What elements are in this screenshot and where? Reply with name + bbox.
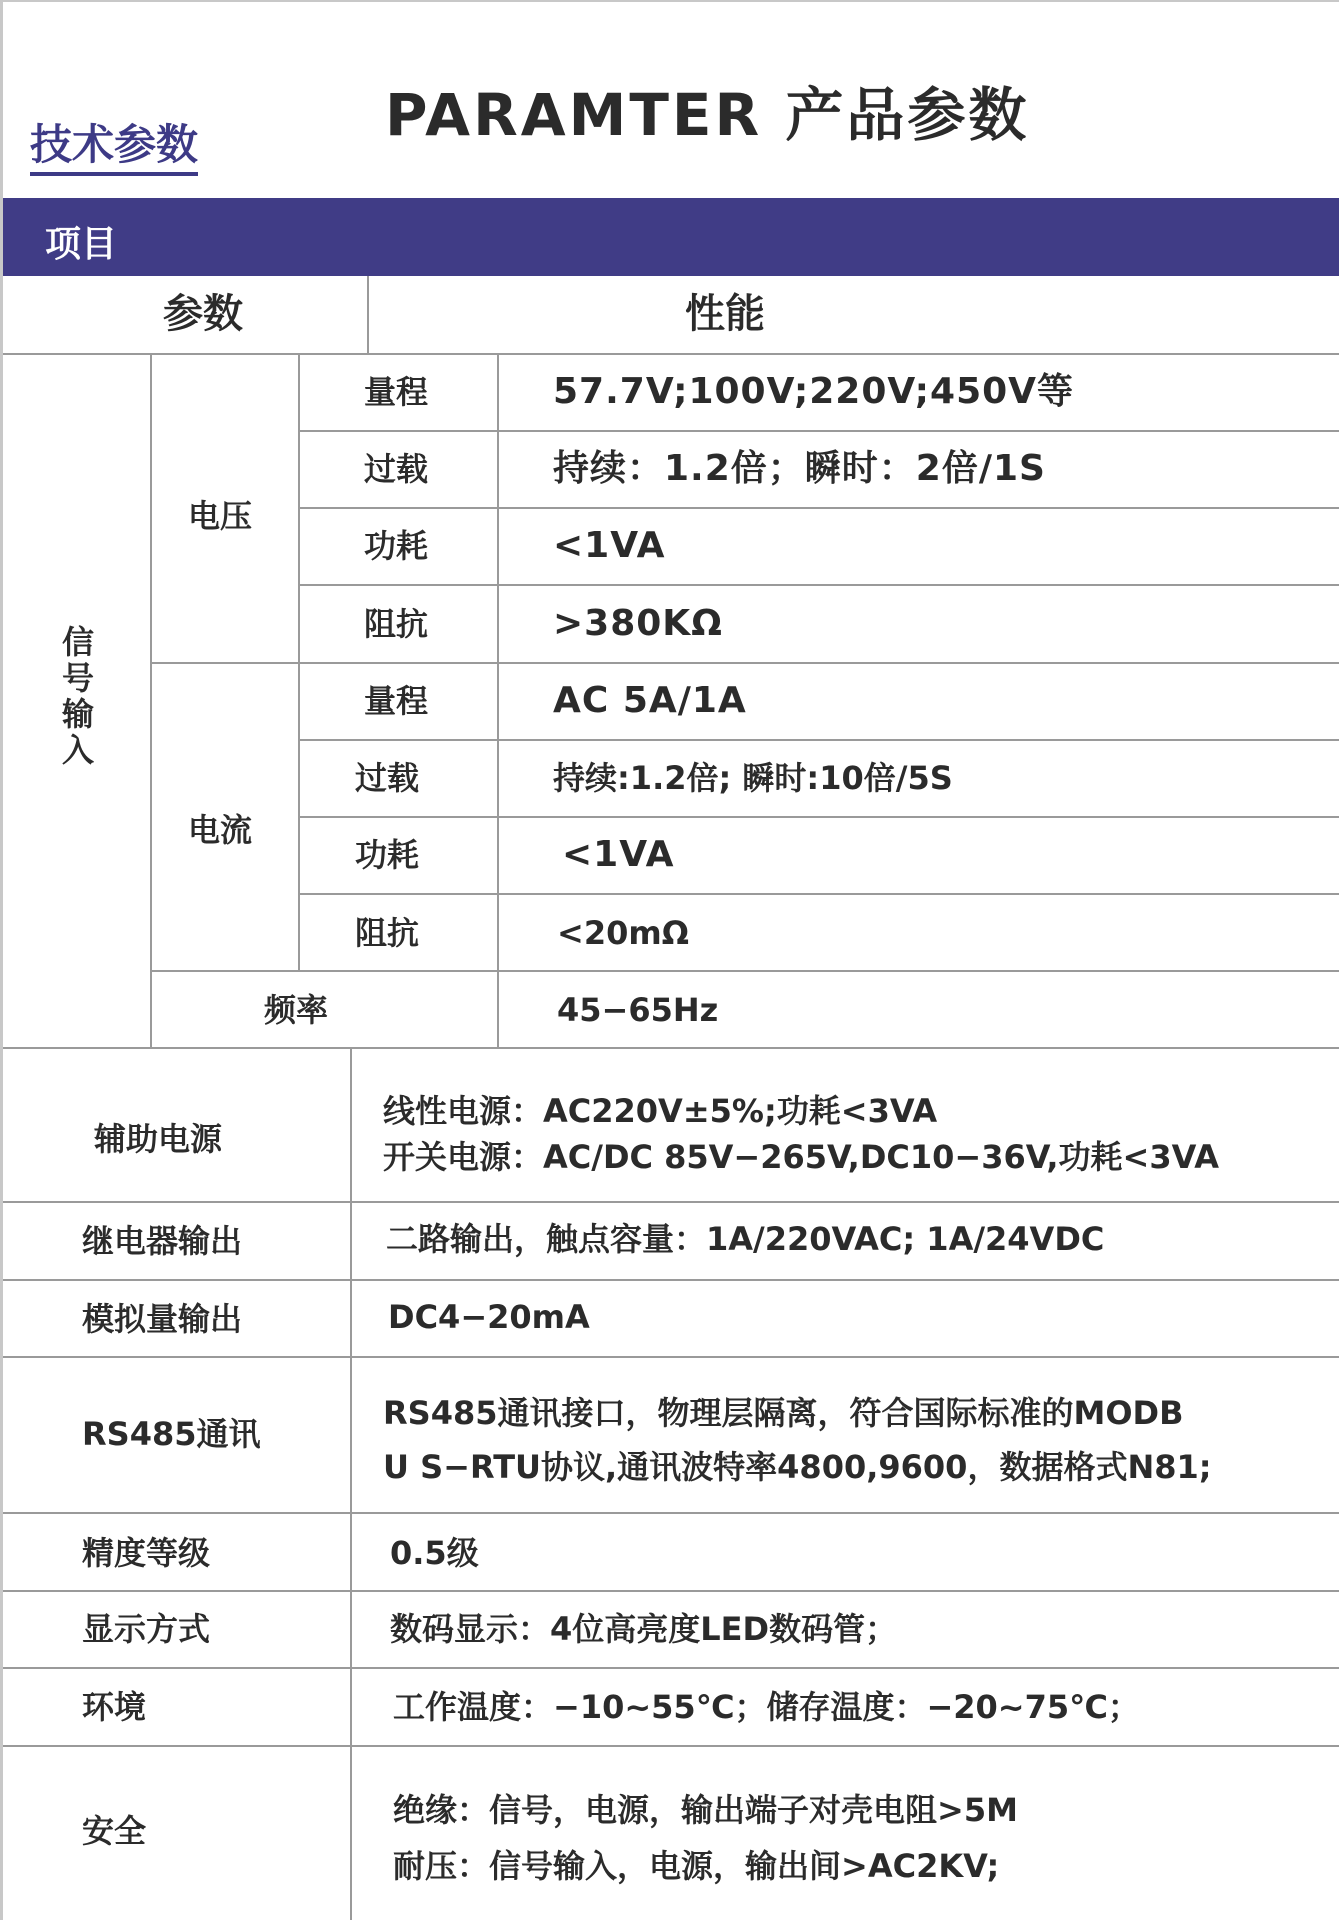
table-header-bar xyxy=(3,198,1339,276)
frequency-value: 45−65Hz xyxy=(557,991,719,1029)
voltage-overload-value: 持续：1.2倍；瞬时：2倍/1S xyxy=(553,448,1046,489)
column-header-perf: 性能 xyxy=(685,291,765,337)
grid-line xyxy=(150,353,152,1047)
voltage-label: 电压 xyxy=(188,497,253,535)
environment-label: 环境 xyxy=(82,1688,147,1726)
grid-line xyxy=(298,816,1339,818)
grid-line xyxy=(3,1667,1339,1669)
grid-line xyxy=(3,1512,1339,1514)
voltage-overload-label: 过载 xyxy=(364,450,429,488)
display-value: 数码显示：4位高亮度LED数码管； xyxy=(390,1610,898,1648)
grid-line xyxy=(150,662,1339,664)
current-impedance-value: <20mΩ xyxy=(557,914,689,952)
rs485-label: RS485通讯 xyxy=(82,1415,261,1453)
current-range-label: 量程 xyxy=(364,682,429,720)
analog-output-value: DC4−20mA xyxy=(388,1298,590,1336)
voltage-impedance-value: >380KΩ xyxy=(553,603,723,644)
header-bar-label: 项目 xyxy=(45,224,118,265)
section-label: 技术参数 xyxy=(30,122,198,176)
frequency-label: 频率 xyxy=(264,991,329,1029)
grid-line xyxy=(3,1047,1339,1049)
safety-value: 绝缘：信号，电源，输出端子对壳电阻>5M 耐压：信号输入，电源，输出间>AC2KV; xyxy=(393,1791,1018,1885)
current-impedance-label: 阻抗 xyxy=(355,914,420,952)
aux-power-label: 辅助电源 xyxy=(94,1120,223,1158)
current-range-value: AC 5A/1A xyxy=(553,680,747,721)
aux-power-value: 线性电源：AC220V±5%;功耗<3VA 开关电源：AC/DC 85V−265V,DC10−36V,功耗<3VA xyxy=(383,1092,1219,1177)
grid-line xyxy=(150,970,1339,972)
voltage-power-label: 功耗 xyxy=(364,527,429,565)
column-header-param: 参数 xyxy=(163,291,243,337)
environment-value: 工作温度：−10~55℃；储存温度：−20~75℃； xyxy=(393,1688,1140,1726)
display-label: 显示方式 xyxy=(82,1610,211,1648)
voltage-range-value: 57.7V;100V;220V;450V等 xyxy=(553,371,1075,412)
grid-line xyxy=(298,893,1339,895)
current-power-label: 功耗 xyxy=(355,836,420,874)
grid-line xyxy=(298,739,1339,741)
analog-output-label: 模拟量输出 xyxy=(82,1300,243,1338)
grid-line xyxy=(497,353,499,1047)
voltage-range-label: 量程 xyxy=(364,373,429,411)
grid-line xyxy=(3,1590,1339,1592)
grid-line xyxy=(3,1356,1339,1358)
current-power-value: <1VA xyxy=(562,834,675,875)
rs485-value: RS485通讯接口，物理层隔离，符合国际标准的MODB U S−RTU协议,通讯波特率4800,9600，数据格式N81; xyxy=(383,1394,1212,1487)
voltage-impedance-label: 阻抗 xyxy=(364,605,429,643)
accuracy-label: 精度等级 xyxy=(82,1534,211,1572)
grid-line xyxy=(3,1279,1339,1281)
grid-line xyxy=(298,430,1339,432)
grid-line xyxy=(298,584,1339,586)
current-overload-value: 持续:1.2倍; 瞬时:10倍/5S xyxy=(553,759,953,797)
relay-output-value: 二路输出，触点容量：1A/220VAC; 1A/24VDC xyxy=(386,1220,1105,1258)
grid-line xyxy=(367,276,369,354)
current-label: 电流 xyxy=(188,811,253,849)
safety-label: 安全 xyxy=(82,1812,147,1850)
voltage-power-value: <1VA xyxy=(553,525,666,566)
grid-line xyxy=(298,507,1339,509)
accuracy-value: 0.5级 xyxy=(390,1534,479,1572)
signal-input-label: 信号输入 xyxy=(61,623,94,769)
grid-line xyxy=(3,1745,1339,1747)
grid-line xyxy=(3,1201,1339,1203)
current-overload-label: 过载 xyxy=(355,759,420,797)
page-title: PARAMTER 产品参数 xyxy=(385,81,1030,149)
grid-line xyxy=(298,353,300,970)
relay-output-label: 继电器输出 xyxy=(82,1222,243,1260)
grid-line xyxy=(3,353,1339,355)
grid-line xyxy=(350,1047,352,1920)
